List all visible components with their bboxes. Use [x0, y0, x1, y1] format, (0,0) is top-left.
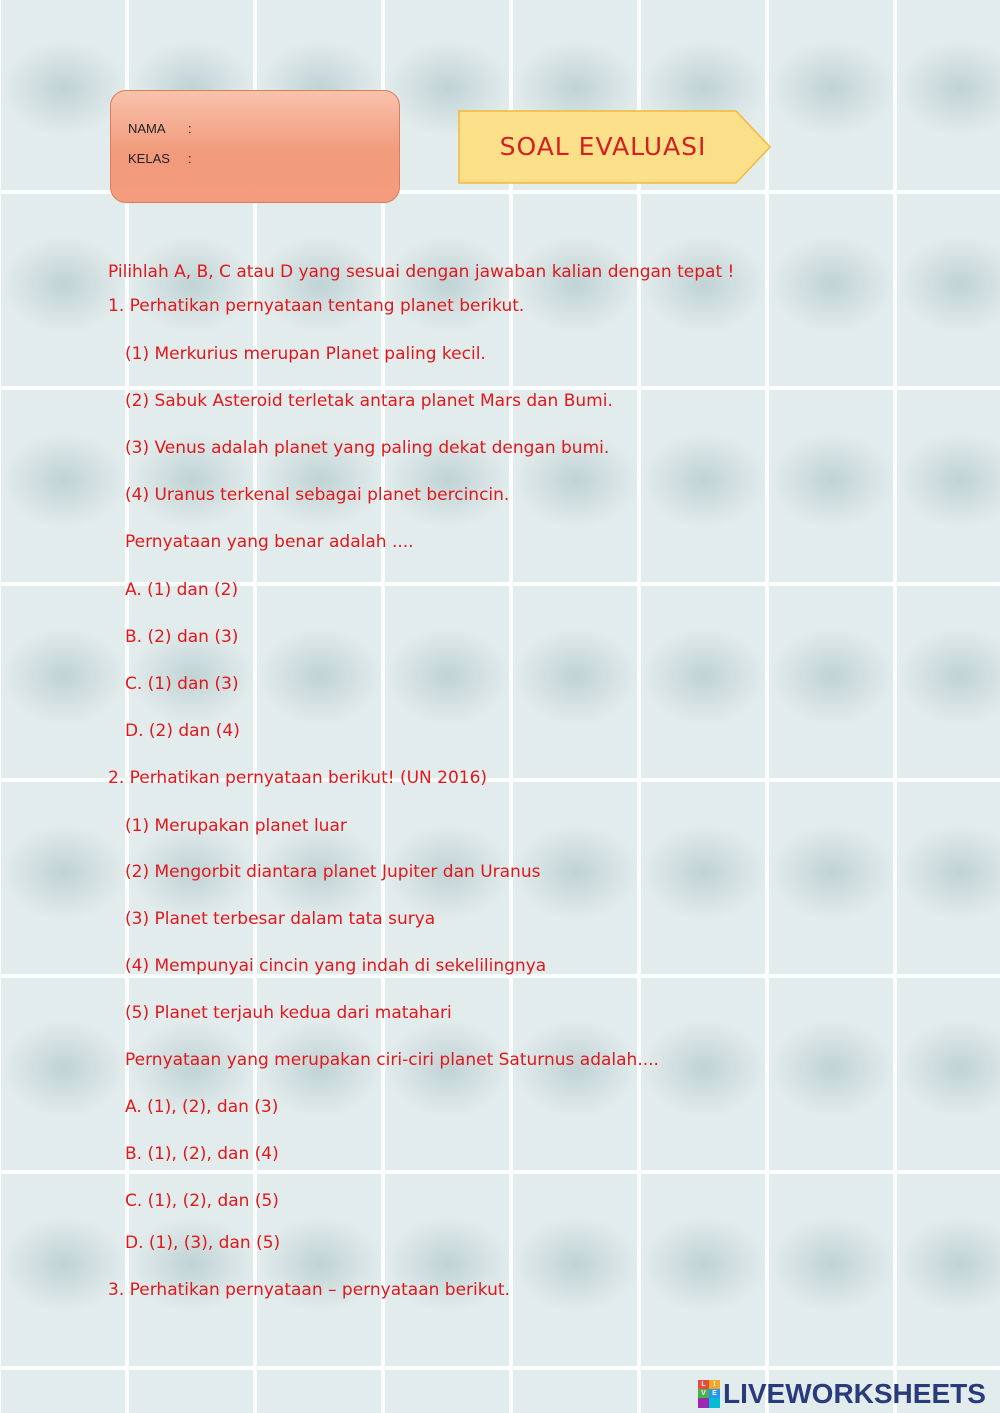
- question-3-stem: 3. Perhatikan pernyataan – pernyataan berikut.: [108, 1280, 510, 1300]
- logo-cell-5: [698, 1398, 709, 1408]
- question-2-prompt: Pernyataan yang merupakan ciri-ciri planet Saturnus adalah....: [125, 1050, 659, 1070]
- name-colon: :: [188, 121, 192, 136]
- logo-cell-v: V: [698, 1389, 709, 1398]
- question-2-option-b[interactable]: B. (1), (2), dan (4): [125, 1144, 279, 1164]
- question-1-statement-4: (4) Uranus terkenal sebagai planet bercincin.: [125, 485, 510, 505]
- question-2-statement-1: (1) Merupakan planet luar: [125, 816, 347, 836]
- question-1-prompt: Pernyataan yang benar adalah ....: [125, 532, 414, 552]
- class-colon: :: [188, 151, 192, 166]
- question-1-option-d[interactable]: D. (2) dan (4): [125, 721, 240, 741]
- question-1-stem: 1. Perhatikan pernyataan tentang planet berikut.: [108, 296, 525, 316]
- brand-name: LIVEWORKSHEETS: [723, 1378, 986, 1409]
- question-1-option-b[interactable]: B. (2) dan (3): [125, 627, 239, 647]
- logo-cell-6: [709, 1398, 720, 1408]
- class-label: KELAS: [128, 151, 170, 166]
- instruction-text: Pilihlah A, B, C atau D yang sesuai dengan jawaban kalian dengan tepat !: [108, 262, 735, 282]
- logo-cell-l: L: [698, 1380, 709, 1389]
- question-2-option-d[interactable]: D. (1), (3), dan (5): [125, 1233, 281, 1253]
- question-2-option-c[interactable]: C. (1), (2), dan (5): [125, 1191, 279, 1211]
- logo-cell-e: E: [709, 1389, 720, 1398]
- question-2-statement-4: (4) Mempunyai cincin yang indah di sekelilingnya: [125, 956, 547, 976]
- question-2-statement-2: (2) Mengorbit diantara planet Jupiter dan Uranus: [125, 862, 541, 882]
- question-1-option-c[interactable]: C. (1) dan (3): [125, 674, 239, 694]
- question-1-statement-1: (1) Merkurius merupan Planet paling kecil.: [125, 344, 486, 364]
- question-2-statement-3: (3) Planet terbesar dalam tata surya: [125, 909, 436, 929]
- question-2-option-a[interactable]: A. (1), (2), dan (3): [125, 1097, 279, 1117]
- liveworksheets-logo-icon: [698, 1380, 720, 1408]
- question-2-stem: 2. Perhatikan pernyataan berikut! (UN 2016): [108, 768, 488, 788]
- question-1-statement-3: (3) Venus adalah planet yang paling dekat dengan bumi.: [125, 438, 610, 458]
- question-2-statement-5: (5) Planet terjauh kedua dari matahari: [125, 1003, 452, 1023]
- question-1-statement-2: (2) Sabuk Asteroid terletak antara planet Mars dan Bumi.: [125, 391, 613, 411]
- page-title: SOAL EVALUASI: [499, 132, 707, 161]
- question-1-option-a[interactable]: A. (1) dan (2): [125, 580, 239, 600]
- name-label: NAMA: [128, 121, 166, 136]
- liveworksheets-brand[interactable]: [698, 1378, 986, 1410]
- logo-cell-i: I: [709, 1380, 720, 1389]
